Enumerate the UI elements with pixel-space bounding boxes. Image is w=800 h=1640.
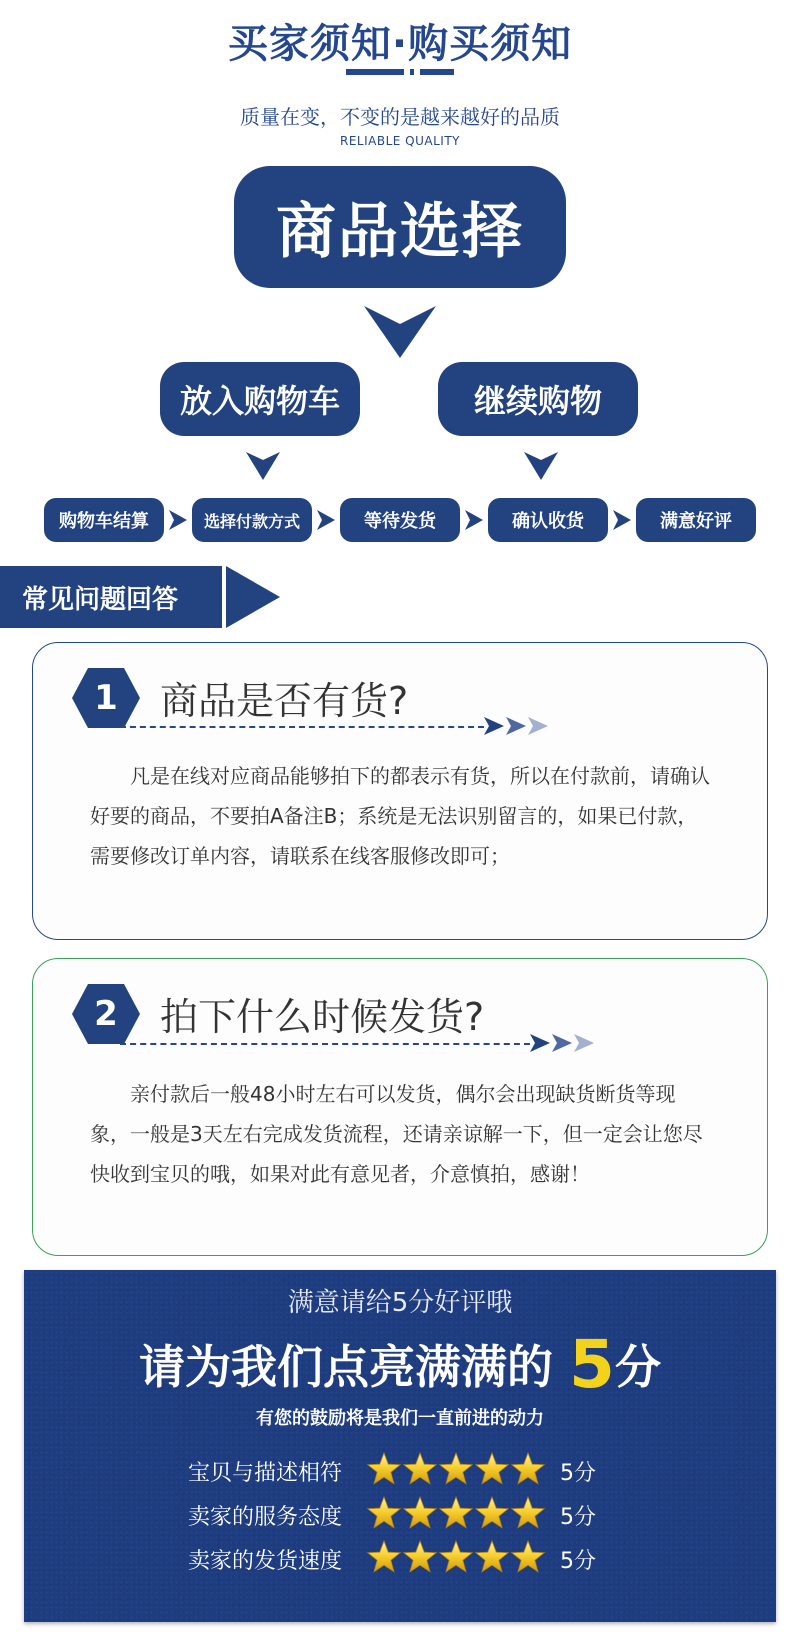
faq-number: 1 bbox=[94, 678, 118, 718]
rating-score: 5分 bbox=[560, 1461, 596, 1486]
dashed-divider bbox=[120, 1043, 530, 1045]
star-icon bbox=[512, 1497, 544, 1528]
rating-subtitle: 满意请给5分好评哦 bbox=[287, 1288, 513, 1318]
star-rating bbox=[366, 1452, 546, 1488]
title-underline-decoration bbox=[346, 69, 454, 75]
faq-number: 2 bbox=[94, 994, 118, 1034]
rating-label: 卖家的服务态度 bbox=[188, 1505, 343, 1530]
rating-headline-prefix: 请为我们点亮满满的 bbox=[139, 1340, 554, 1394]
faq-answer: 亲付款后一般48小时左右可以发货，偶尔会出现缺货断货等现象，一般是3天左右完成发货流程，还请亲谅解一下，但一定会让您尽快收到宝贝的哦，如果对此有意见者，介意慎拍，感谢！ bbox=[90, 1082, 703, 1186]
arrow-right-icon bbox=[317, 510, 335, 530]
flow-step-select-product: 商品选择 bbox=[234, 166, 566, 288]
page-title: 买家须知·购买须知 bbox=[227, 21, 573, 67]
star-icon bbox=[440, 1453, 472, 1484]
chevron-down-icon bbox=[524, 452, 558, 480]
flow-step-add-to-cart: 放入购物车 bbox=[160, 362, 360, 436]
page-subtitle: 质量在变，不变的是越来越好的品质 bbox=[240, 105, 560, 129]
star-icon bbox=[440, 1497, 472, 1528]
chevron-down-icon bbox=[364, 306, 436, 358]
arrow-right-icon bbox=[169, 510, 187, 530]
faq-section-title: 常见问题回答 bbox=[0, 566, 222, 628]
rating-label: 卖家的发货速度 bbox=[188, 1549, 343, 1574]
star-icon bbox=[404, 1497, 436, 1528]
arrow-right-icon bbox=[613, 510, 631, 530]
star-icon bbox=[512, 1541, 544, 1572]
triple-arrow-icon bbox=[530, 1034, 598, 1052]
star-icon bbox=[476, 1497, 508, 1528]
chevron-down-icon bbox=[246, 452, 280, 480]
faq-question: 拍下什么时候发货? bbox=[160, 995, 485, 1039]
star-icon bbox=[440, 1541, 472, 1572]
triple-arrow-icon bbox=[484, 717, 552, 735]
star-icon bbox=[476, 1453, 508, 1484]
dashed-divider bbox=[120, 726, 484, 728]
star-rating bbox=[366, 1496, 546, 1532]
rating-label: 宝贝与描述相符 bbox=[188, 1461, 343, 1486]
flow-step-checkout: 购物车结算 bbox=[44, 498, 164, 542]
triangle-right-icon bbox=[226, 566, 280, 628]
star-icon bbox=[368, 1497, 400, 1528]
star-icon bbox=[368, 1453, 400, 1484]
faq-question: 商品是否有货? bbox=[160, 679, 409, 723]
flow-step-choose-payment: 选择付款方式 bbox=[192, 498, 312, 542]
rating-tagline: 有您的鼓励将是我们一直前进的动力 bbox=[256, 1408, 544, 1429]
faq-answer: 凡是在线对应商品能够拍下的都表示有货，所以在付款前，请确认好要的商品，不要拍A备注B；系统是无法识别留言的，如果已付款，需要修改订单内容，请联系在线客服修改即可； bbox=[90, 764, 710, 868]
arrow-right-icon bbox=[465, 510, 483, 530]
rating-score: 5分 bbox=[560, 1505, 596, 1530]
flow-step-continue-shopping: 继续购物 bbox=[438, 362, 638, 436]
rating-row bbox=[188, 1496, 648, 1536]
rating-headline-suffix: 分 bbox=[614, 1340, 661, 1394]
page-subtitle-english: RELIABLE QUALITY bbox=[340, 134, 460, 148]
rating-row bbox=[188, 1540, 648, 1580]
flow-step-await-shipping: 等待发货 bbox=[340, 498, 460, 542]
flow-step-confirm-receipt: 确认收货 bbox=[488, 498, 608, 542]
star-rating bbox=[366, 1540, 546, 1576]
star-icon bbox=[404, 1541, 436, 1572]
flow-step-positive-review: 满意好评 bbox=[636, 498, 756, 542]
rating-headline-number: 5 bbox=[569, 1326, 615, 1403]
rating-headline bbox=[0, 1326, 800, 1403]
rating-score: 5分 bbox=[560, 1549, 596, 1574]
star-icon bbox=[368, 1541, 400, 1572]
rating-row bbox=[188, 1452, 648, 1492]
star-icon bbox=[476, 1541, 508, 1572]
star-icon bbox=[512, 1453, 544, 1484]
star-icon bbox=[404, 1453, 436, 1484]
